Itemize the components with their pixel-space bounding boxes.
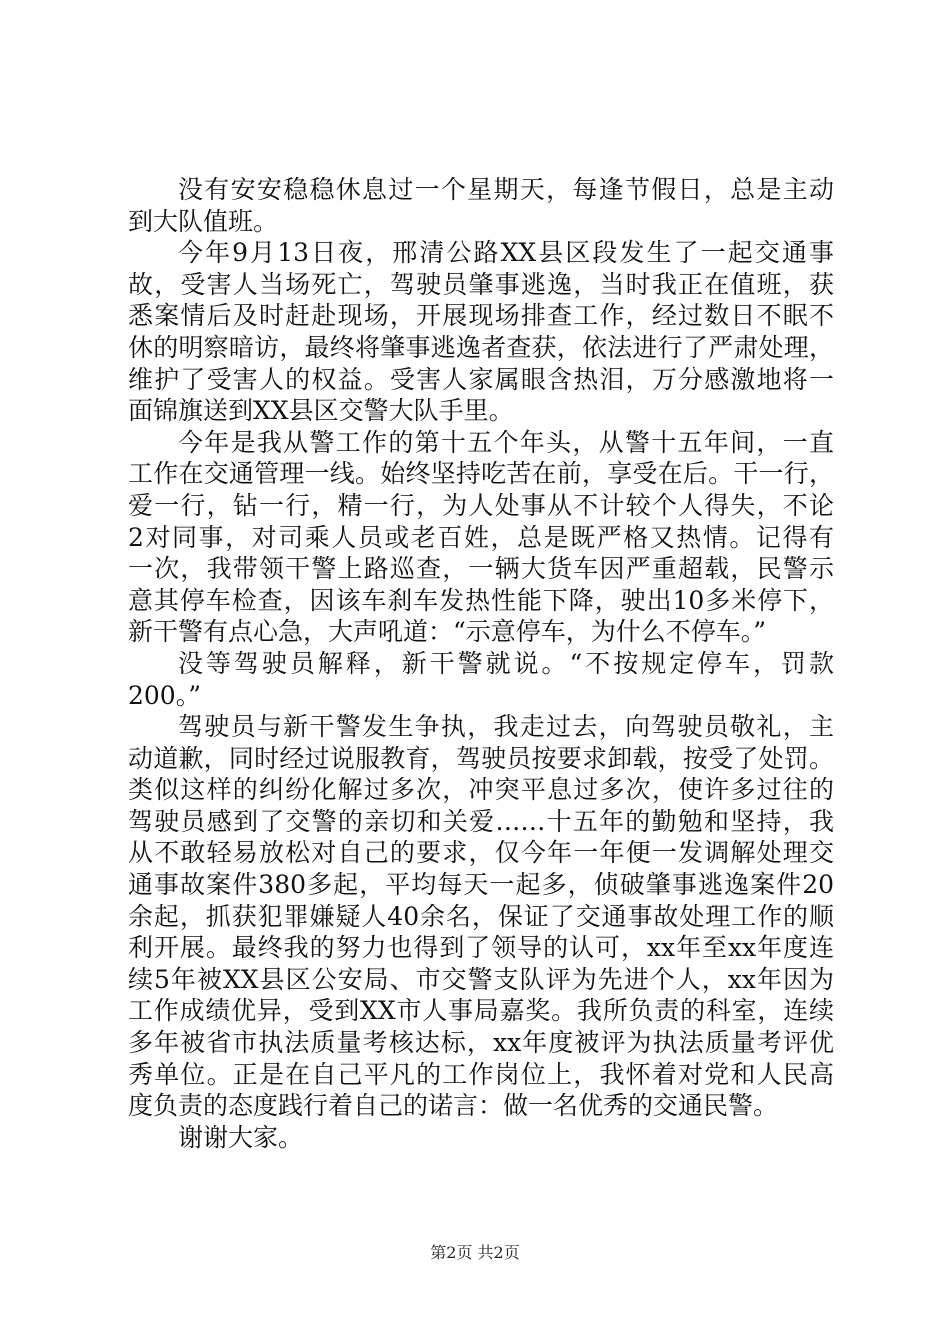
text-line: 一次，我带领干警上路巡查，一辆大货车因严重超载，民警示: [128, 554, 834, 584]
text-line: 到大队值班。: [128, 206, 279, 236]
paragraph: [128, 711, 834, 1122]
text-line: 工作在交通管理一线。始终坚持吃苦在前，享受在后。干一行，: [128, 459, 834, 489]
text-line: 没等驾驶员解释，新干警就说。“不按规定停车，罚款: [178, 648, 834, 678]
text-line: 休的明察暗访，最终将肇事逃逸者查获，依法进行了严肃处理，: [128, 332, 834, 362]
text-line: 2对同事，对司乘人员或老百姓，总是既严格又热情。记得有: [128, 522, 834, 552]
text-line: 从不敢轻易放松对自己的要求，仅今年一年便一发调解处理交: [128, 838, 834, 868]
text-line: 爱一行，钻一行，精一行，为人处事从不计较个人得失，不论: [128, 490, 834, 520]
text-line: 悉案情后及时赶赴现场，开展现场排查工作，经过数日不眠不: [128, 301, 834, 331]
text-line: 度负责的态度践行着自己的诺言：做一名优秀的交通民警。: [128, 1091, 779, 1121]
text-line: 秀单位。正是在自己平凡的工作岗位上，我怀着对党和人民高: [128, 1059, 834, 1089]
text-line: 新干警有点心急，大声吼道：“示意停车，为什么不停车。”: [128, 617, 767, 647]
text-line: 谢谢大家。: [178, 1122, 304, 1152]
paragraph: [128, 174, 834, 237]
text-line: 驾驶员感到了交警的亲切和关爱……十五年的勤勉和坚持，我: [128, 806, 834, 836]
text-line: 续5年被XX县区公安局、市交警支队评为先进个人，xx年因为: [128, 964, 834, 994]
paragraph: [128, 648, 834, 711]
text-line: 没有安安稳稳休息过一个星期天，每逢节假日，总是主动: [178, 175, 834, 204]
paragraph: [128, 1122, 834, 1154]
document-body: [128, 174, 834, 1153]
text-line: 利开展。最终我的努力也得到了领导的认可，xx年至xx年度连: [128, 933, 834, 963]
text-line: 类似这样的纠纷化解过多次，冲突平息过多次，使许多过往的: [128, 775, 834, 805]
page-footer: [0, 1243, 950, 1263]
text-line: 工作成绩优异，受到XX市人事局嘉奖。我所负责的科室，连续: [128, 996, 834, 1026]
paragraph: [128, 237, 834, 427]
text-line: 今年是我从警工作的第十五个年头，从警十五年间，一直: [178, 427, 834, 457]
text-line: 通事故案件380多起，平均每天一起多，侦破肇事逃逸案件20: [128, 870, 834, 900]
paragraph: [128, 427, 834, 648]
text-line: 今年9月13日夜，邢清公路XX县区段发生了一起交通事: [178, 238, 834, 268]
page-number-label: 第2页 共2页: [430, 1243, 520, 1262]
text-line: 200。”: [128, 680, 201, 710]
text-line: 驾驶员与新干警发生争执，我走过去，向驾驶员敬礼，主: [178, 712, 834, 742]
text-line: 动道歉，同时经过说服教育，驾驶员按要求卸载，按受了处罚。: [128, 743, 834, 773]
text-line: 多年被省市执法质量考核达标，xx年度被评为执法质量考评优: [128, 1028, 834, 1058]
text-line: 意其停车检查，因该车刹车发热性能下降，驶出10多米停下，: [128, 585, 834, 615]
text-line: 余起，抓获犯罪嫌疑人40余名，保证了交通事故处理工作的顺: [128, 901, 834, 931]
text-line: 维护了受害人的权益。受害人家属眼含热泪，万分感激地将一: [128, 364, 834, 394]
text-line: 故，受害人当场死亡，驾驶员肇事逃逸，当时我正在值班，获: [128, 269, 834, 299]
text-line: 面锦旗送到XX县区交警大队手里。: [128, 396, 514, 426]
